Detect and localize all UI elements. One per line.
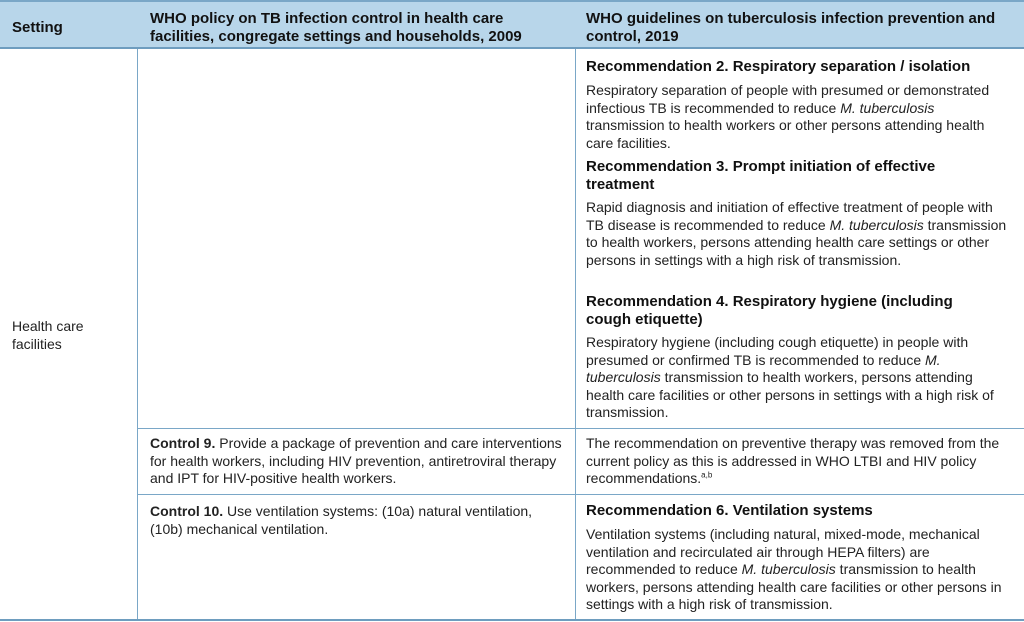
row-divider — [137, 494, 1024, 495]
table-bottom-border — [0, 619, 1024, 621]
rec4-text: Respiratory hygiene (including cough etiquette) in people with presumed or confirmed TB is recommended to reduce M. tuberculosis transmission to health workers, persons attending health care facilities or other persons in settings with a high risk of transmission. — [586, 334, 994, 420]
header-guidelines-2019: WHO guidelines on tuberculosis infection prevention and control, 2019 — [586, 10, 996, 45]
rec3-text: Rapid diagnosis and initiation of effective treatment of people with TB disease is recommended to reduce M. tuberculosis transmission to health workers, persons attending health care settings or other persons in settings with a high risk of transmission. — [586, 199, 1007, 268]
control9-note: The recommendation on preventive therapy was removed from the current policy as this is addressed in WHO LTBI and HIV policy recommendations.$^{a,b}$ — [586, 435, 1000, 486]
control10-text: Control 10. Use ventilation systems: (10a) natural ventilation, (10b) mechanical ventilation. — [150, 503, 533, 537]
row-divider — [137, 428, 1024, 429]
rec4-title: Recommendation 4. Respiratory hygiene (including cough etiquette) — [586, 293, 953, 328]
header-policy-2009: WHO policy on TB infection control in health care facilities, congregate settings and households, 2009 — [150, 10, 522, 45]
rec2-title: Recommendation 2. Respiratory separation / isolation — [586, 58, 971, 75]
table-header — [0, 0, 1024, 49]
control9-text: Control 9. Provide a package of prevention and care interventions for health workers, including HIV prevention, antiretroviral therapy and IPT for HIV-positive health workers. — [150, 435, 562, 486]
rec3-title: Recommendation 3. Prompt initiation of effective treatment — [586, 158, 936, 193]
setting-cell: Health care facilities — [12, 318, 84, 352]
rec6-text: Ventilation systems (including natural, mixed-mode, mechanical ventilation and recirculated air through HEPA filters) are recommended to reduce M. tuberculosis transmission to health workers, persons attending health care facilities or other persons in settings with a high risk of transmission. — [586, 526, 1002, 612]
column-divider — [137, 49, 138, 620]
rec2-text: Respiratory separation of people with presumed or demonstrated infectious TB is recommended to reduce M. tuberculosis transmission to health workers or other persons attending health care facilities. — [586, 82, 990, 151]
rec6-title: Recommendation 6. Ventilation systems — [586, 502, 873, 519]
header-setting: Setting — [12, 19, 63, 36]
column-divider — [575, 49, 576, 620]
